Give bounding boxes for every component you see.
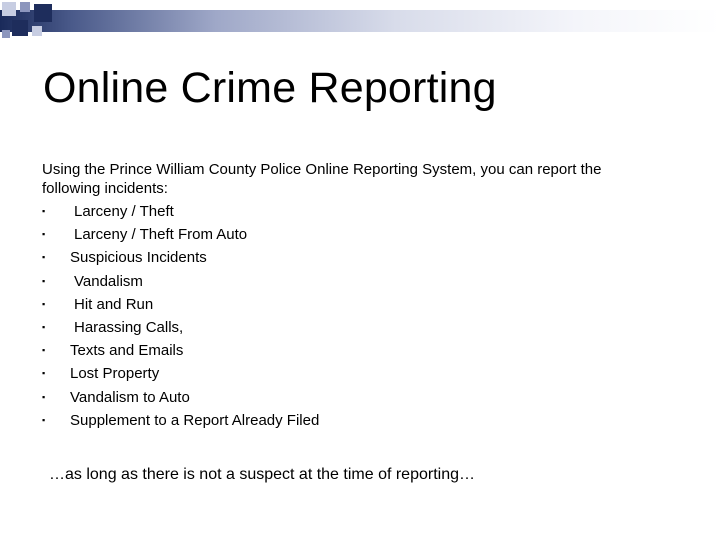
list-item-label: Vandalism to Auto	[70, 388, 190, 406]
intro-text: Using the Prince William County Police Online Reporting System, you can report the following incidents:	[42, 161, 602, 197]
bullet-icon: ▪	[42, 345, 46, 356]
list-item-label: Lost Property	[70, 365, 160, 383]
list-item-label: Hit and Run	[74, 295, 154, 313]
corner-squares-decoration	[0, 0, 60, 45]
bullet-icon: ▪	[42, 321, 46, 332]
list-item-label: Texts and Emails	[70, 342, 184, 360]
header-gradient-strip	[0, 10, 720, 32]
bullet-icon: ▪	[42, 229, 46, 240]
list-item-label: Larceny / Theft	[74, 203, 174, 220]
list-item-label: Vandalism	[74, 272, 143, 290]
bullet-icon: ▪	[42, 252, 46, 263]
bullet-icon: ▪	[42, 206, 46, 216]
list-item-label: Harassing Calls,	[74, 318, 184, 336]
bullet-icon: ▪	[42, 368, 46, 379]
list-item-label: Suspicious Incidents	[70, 249, 207, 267]
page-title: Online Crime Reporting	[43, 64, 497, 112]
list-item-label: Larceny / Theft From Auto	[74, 226, 248, 244]
footer-note: …as long as there is not a suspect at the time of reporting…	[49, 466, 475, 483]
list-item-label: Supplement to a Report Already Filed	[70, 411, 320, 429]
bullet-icon: ▪	[42, 298, 46, 309]
bullet-icon: ▪	[42, 414, 46, 425]
bullet-icon: ▪	[42, 391, 46, 402]
bullet-icon: ▪	[42, 275, 46, 286]
